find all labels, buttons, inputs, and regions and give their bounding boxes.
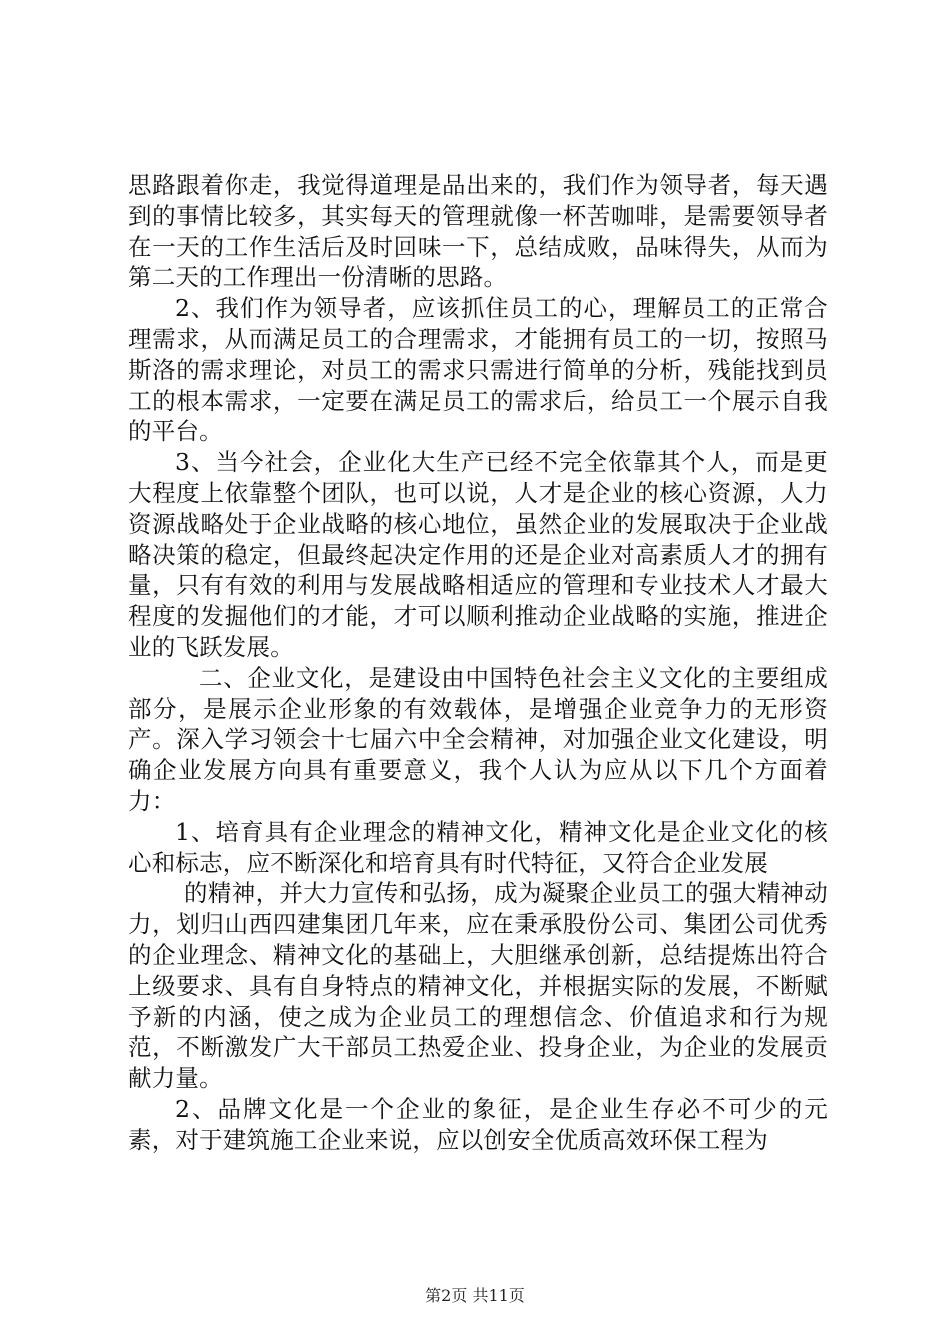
- paragraph-culture-point-2: 2、品牌文化是一个企业的象征，是企业生存必不可少的元素，对于建筑施工企业来说，应以创安全优质高效环保工程为: [128, 1094, 828, 1154]
- paragraph-culture-point-1-continued: 的精神，并大力宣传和弘扬，成为凝聚企业员工的强大精神动力，划归山西四建集团几年来，应在秉承股份公司、集团公司优秀的企业理念、精神文化的基础上，大胆继承创新，总结提炼出符合上级要求、具有自身特点的精神文化，并根据实际的发展，不断赋予新的内涵，使之成为企业员工的理想信念、价值追求和行为规范，不断激发广大干部员工热爱企业、投身企业，为企业的发展贡献力量。: [128, 879, 828, 1093]
- paragraph-point-3: 3、当今社会，企业化大生产已经不完全依靠其个人，而是更大程度上依靠整个团队，也可以说，人才是企业的核心资源，人力资源战略处于企业战略的核心地位，虽然企业的发展取决于企业战略决策的稳定，但最终起决定作用的还是企业对高素质人才的拥有量，只有有效的利用与发展战略相适应的管理和专业技术人才最大程度的发掘他们的才能，才可以顺利推动企业战略的实施，推进企业的飞跃发展。: [128, 448, 828, 661]
- paragraph-point-2: 2、我们作为领导者，应该抓住员工的心，理解员工的正常合理需求，从而满足员工的合理需求，才能拥有员工的一切，按照马斯洛的需求理论，对员工的需求只需进行简单的分析，残能找到员工的根本需求，一定要在满足员工的需求后，给员工一个展示自我的平台。: [128, 294, 828, 446]
- paragraph-continuation: 思路跟着你走，我觉得道理是品出来的，我们作为领导者，每天遇到的事情比较多，其实每天的管理就像一杯苦咖啡，是需要领导者在一天的工作生活后及时回味一下，总结成败，品味得失，从而为第二天的工作理出一份清晰的思路。: [128, 171, 828, 292]
- paragraph-section-2: 二、企业文化，是建设由中国特色社会主义文化的主要组成部分，是展示企业形象的有效载体，是增强企业竞争力的无形资产。深入学习领会十七届六中全会精神，对加强企业文化建设，明确企业发展方向具有重要意义，我个人认为应从以下几个方面着力：: [128, 663, 828, 815]
- page-number-footer: 第2页 共11页: [425, 1286, 525, 1305]
- document-body: [128, 170, 828, 1156]
- paragraph-culture-point-1: 1、培育具有企业理念的精神文化，精神文化是企业文化的核心和标志，应不断深化和培育具有时代特征，又符合企业发展: [128, 817, 828, 877]
